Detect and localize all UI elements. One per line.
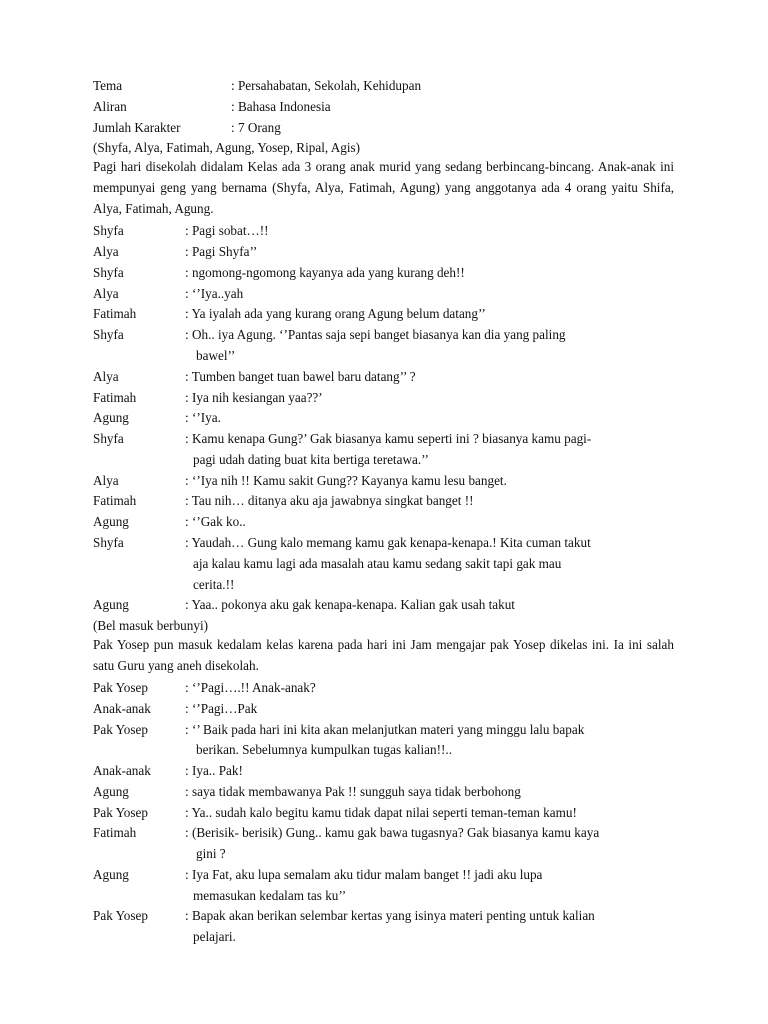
dialog-speaker: Alya <box>93 369 119 384</box>
dialog-speaker: Fatimah <box>93 825 137 840</box>
meta-label-aliran: Aliran <box>93 99 127 114</box>
meta-value-tema: : Persahabatan, Sekolah, Kehidupan <box>231 78 422 93</box>
dialog-line-continued: aja kalau kamu lagi ada masalah atau kamu sedang sakit tapi gak mau <box>193 556 562 571</box>
dialog-line: : ngomong-ngomong kayanya ada yang kurang deh!! <box>185 265 465 280</box>
narration-paragraph: Pak Yosep pun masuk kedalam kelas karena pada hari ini Jam mengajar pak Yosep dikelas ini. Ia ini salah satu Guru yang aneh disekolah. <box>93 637 674 673</box>
dialog-line: : ‘’Iya. <box>185 410 221 425</box>
dialog-speaker: Agung <box>93 410 129 425</box>
dialog-line: : ‘’Pagi…Pak <box>185 701 258 716</box>
meta-label-tema: Tema <box>93 78 123 93</box>
dialog-speaker: Pak Yosep <box>93 680 148 695</box>
dialog-line-continued: cerita.!! <box>193 577 235 592</box>
dialog-line: : Tumben banget tuan bawel baru datang’’ ? <box>185 369 416 384</box>
dialog-line: : Ya.. sudah kalo begitu kamu tidak dapat nilai seperti teman-teman kamu! <box>185 805 577 820</box>
dialog-line: : Iya.. Pak! <box>185 763 243 778</box>
dialog-speaker: Anak-anak <box>93 763 151 778</box>
dialog-speaker: Anak-anak <box>93 701 151 716</box>
dialog-line-continued: memasukan kedalam tas ku’’ <box>193 888 347 903</box>
meta-label-jumlah-karakter: Jumlah Karakter <box>93 120 181 135</box>
dialog-speaker: Shyfa <box>93 535 124 550</box>
dialog-line: : Kamu kenapa Gung?’ Gak biasanya kamu seperti ini ? biasanya kamu pagi- <box>185 431 592 446</box>
dialog-line: : Bapak akan berikan selembar kertas yang isinya materi penting untuk kalian <box>185 908 595 923</box>
dialog-line: : Yaudah… Gung kalo memang kamu gak kenapa-kenapa.! Kita cuman takut <box>185 535 591 550</box>
dialog-line: : ‘’Iya..yah <box>185 286 244 301</box>
dialog-line: : Iya nih kesiangan yaa??’ <box>185 390 323 405</box>
dialog-line: : ‘’Gak ko.. <box>185 514 246 529</box>
dialog-speaker: Alya <box>93 473 119 488</box>
dialog-speaker: Agung <box>93 784 129 799</box>
dialog-speaker: Fatimah <box>93 493 137 508</box>
dialog-line: : ‘’ Baik pada hari ini kita akan melanjutkan materi yang minggu lalu bapak <box>185 722 585 737</box>
dialog-line-continued: berikan. Sebelumnya kumpulkan tugas kalian!!.. <box>196 742 452 757</box>
dialog-speaker: Fatimah <box>93 306 137 321</box>
dialog-line: : Tau nih… ditanya aku aja jawabnya singkat banget !! <box>185 493 474 508</box>
meta-value-aliran: : Bahasa Indonesia <box>231 99 331 114</box>
dialog-line-continued: bawel’’ <box>196 348 236 363</box>
dialog-line: : Pagi Shyfa’’ <box>185 244 258 259</box>
characters-line: (Shyfa, Alya, Fatimah, Agung, Yosep, Ripal, Agis) <box>93 140 361 155</box>
dialog-speaker: Agung <box>93 514 129 529</box>
dialog-speaker: Alya <box>93 244 119 259</box>
dialog-speaker: Agung <box>93 867 129 882</box>
dialog-line-continued: pagi udah dating buat kita bertiga teretawa.’’ <box>193 452 429 467</box>
dialog-speaker: Pak Yosep <box>93 805 148 820</box>
dialog-speaker: Pak Yosep <box>93 908 148 923</box>
dialog-speaker: Shyfa <box>93 327 124 342</box>
intro-paragraph: Pagi hari disekolah didalam Kelas ada 3 orang anak murid yang sedang berbincang-bincang. Anak-anak ini mempunyai geng yang bernama (Shyfa, Alya, Fatimah, Agung) yang anggotanya ada 4 orang yaitu Shifa, Alya, Fatimah, Agung. <box>93 159 674 216</box>
dialog-line: : ‘’Iya nih !! Kamu sakit Gung?? Kayanya kamu lesu banget. <box>185 473 507 488</box>
dialog-line: : Iya Fat, aku lupa semalam aku tidur malam banget !! jadi aku lupa <box>185 867 543 882</box>
dialog-line: : ‘’Pagi….!! Anak-anak? <box>185 680 316 695</box>
dialog-speaker: Shyfa <box>93 265 124 280</box>
dialog-line: : (Berisik- berisik) Gung.. kamu gak bawa tugasnya? Gak biasanya kamu kaya <box>185 825 600 840</box>
dialog-line: : Yaa.. pokonya aku gak kenapa-kenapa. Kalian gak usah takut <box>185 597 515 612</box>
dialog-speaker: Alya <box>93 286 119 301</box>
meta-value-jumlah-karakter: : 7 Orang <box>231 120 281 135</box>
dialog-speaker: Agung <box>93 597 129 612</box>
dialog-line-continued: gini ? <box>196 846 226 861</box>
dialog-speaker: Shyfa <box>93 223 124 238</box>
bell-line: (Bel masuk berbunyi) <box>93 618 208 633</box>
dialog-speaker: Pak Yosep <box>93 722 148 737</box>
dialog-line: : Pagi sobat…!! <box>185 223 269 238</box>
dialog-line: : Oh.. iya Agung. ‘’Pantas saja sepi banget biasanya kan dia yang paling <box>185 327 566 342</box>
dialog-speaker: Shyfa <box>93 431 124 446</box>
dialog-line-continued: pelajari. <box>193 929 236 944</box>
dialog-line: : Ya iyalah ada yang kurang orang Agung belum datang’’ <box>185 306 486 321</box>
dialog-line: : saya tidak membawanya Pak !! sungguh saya tidak berbohong <box>185 784 521 799</box>
dialog-speaker: Fatimah <box>93 390 137 405</box>
